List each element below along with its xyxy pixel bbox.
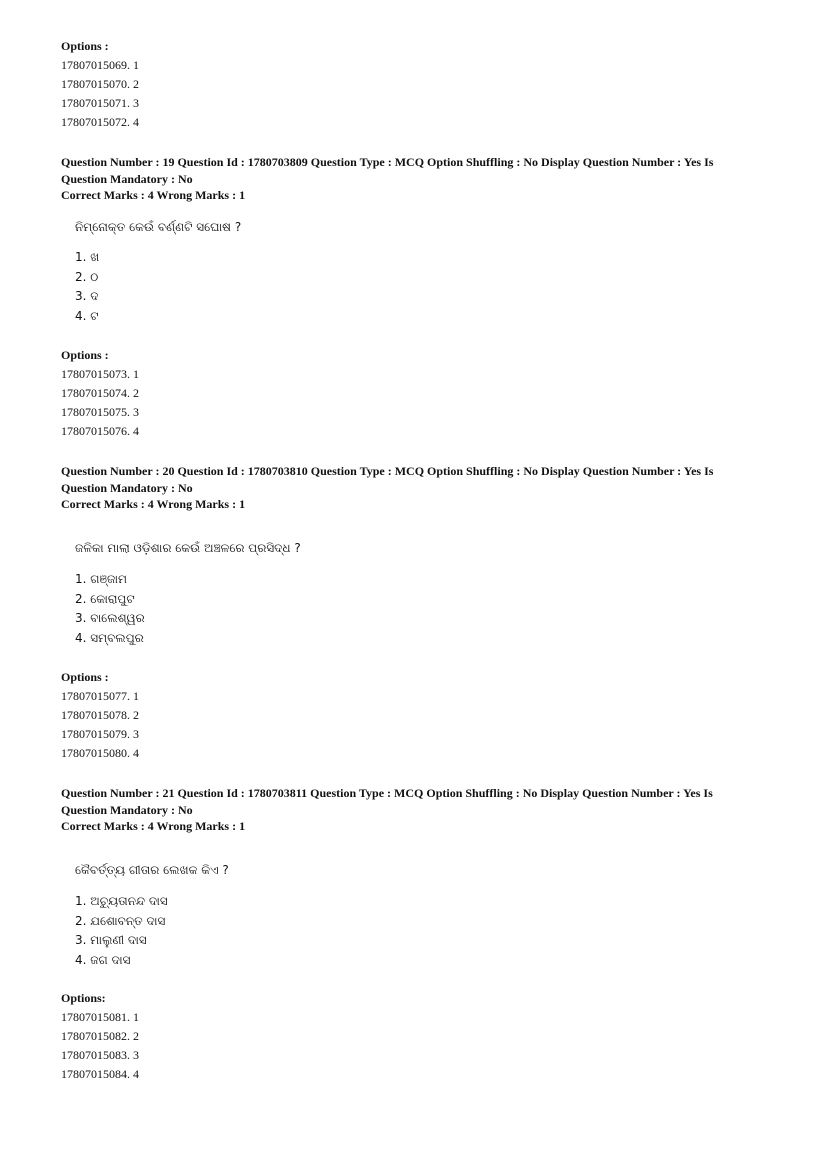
options-block-21 — [61, 989, 761, 1084]
question-marks: Correct Marks : 4 Wrong Marks : 1 — [61, 819, 246, 833]
option-id: 17807015076. 4 — [61, 424, 139, 438]
option-id: 17807015071. 3 — [61, 96, 139, 110]
question-mandatory: Question Mandatory : No — [61, 480, 193, 495]
option-id: 17807015074. 2 — [61, 386, 139, 400]
option-id: 17807015069. 1 — [61, 58, 139, 72]
question-mandatory: Question Mandatory : No — [61, 171, 193, 186]
choice-item: 1. ଗଞ୍ଜାମ — [75, 572, 127, 586]
option-id: 17807015070. 2 — [61, 77, 139, 91]
choice-item: 1. ଅଚ୍ୟୁତାନନ୍ଦ ଦାସ — [75, 894, 168, 908]
option-id: 17807015079. 3 — [61, 727, 139, 741]
options-label: Options: — [61, 991, 106, 1005]
question-header-20 — [61, 463, 761, 513]
options-block-20 — [61, 668, 761, 763]
choice-item: 1. ଖ — [75, 250, 100, 264]
option-id: 17807015077. 1 — [61, 689, 139, 703]
choice-item: 3. ମାଲୁଣୀ ଦାସ — [75, 933, 147, 947]
choices-19 — [75, 248, 99, 326]
question-meta: Question Number : 21 Question Id : 1780703811 Question Type : MCQ Option Shuffling : No Display Question Number : Yes Is — [61, 786, 713, 800]
options-block-19 — [61, 346, 761, 441]
choice-item: 4. ଟ — [75, 308, 99, 323]
question-meta: Question Number : 19 Question Id : 1780703809 Question Type : MCQ Option Shuffling : No Display Question Number : Yes Is — [61, 155, 714, 169]
question-marks: Correct Marks : 4 Wrong Marks : 1 — [61, 188, 246, 202]
choices-21 — [75, 892, 168, 970]
choice-item: 4. ସମ୍ବଲପୁର — [75, 630, 144, 645]
option-id: 17807015082. 2 — [61, 1029, 139, 1043]
option-id: 17807015084. 4 — [61, 1067, 139, 1081]
choice-item: 4. ଜଗ ଦାସ — [75, 952, 131, 967]
question-text-19: ନିମ୍ନୋକ୍ତ କେଉଁ ବର୍ଣ୍ଣଟି ସଘୋଷ ? — [75, 220, 242, 234]
option-id: 17807015080. 4 — [61, 746, 139, 760]
option-id: 17807015078. 2 — [61, 708, 139, 722]
choice-item: 2. କୋରାପୁଟ — [75, 591, 135, 606]
question-meta: Question Number : 20 Question Id : 1780703810 Question Type : MCQ Option Shuffling : No Display Question Number : Yes Is — [61, 464, 714, 478]
prev-options-block — [61, 37, 761, 132]
choice-item: 3. ବାଲେଶ୍ୱର — [75, 611, 145, 625]
choice-item: 3. ଦ — [75, 289, 99, 303]
option-id: 17807015072. 4 — [61, 115, 139, 129]
question-marks: Correct Marks : 4 Wrong Marks : 1 — [61, 497, 246, 511]
choice-item: 2. ଠ — [75, 269, 99, 284]
question-text-21: କୈବର୍ତ୍ତ୍ୟ ଗୀତାର ଲେଖକ କିଏ ? — [75, 863, 229, 877]
options-label: Options : — [61, 39, 109, 53]
question-mandatory: Question Mandatory : No — [61, 802, 193, 817]
question-header-21 — [61, 785, 761, 835]
question-text-20: ଜଳିକା ମାଲା ଓଡ଼ିଶାର କେଉଁ ଅଞ୍ଚଳରେ ପ୍ରସିଦ୍ଧ ? — [75, 541, 301, 555]
options-label: Options : — [61, 670, 109, 684]
choices-20 — [75, 570, 145, 648]
choice-item: 2. ଯଶୋବନ୍ତ ଦାସ — [75, 913, 166, 928]
option-id: 17807015075. 3 — [61, 405, 139, 419]
option-id: 17807015073. 1 — [61, 367, 139, 381]
question-header-19 — [61, 154, 761, 204]
option-id: 17807015081. 1 — [61, 1010, 139, 1024]
options-label: Options : — [61, 348, 109, 362]
option-id: 17807015083. 3 — [61, 1048, 139, 1062]
